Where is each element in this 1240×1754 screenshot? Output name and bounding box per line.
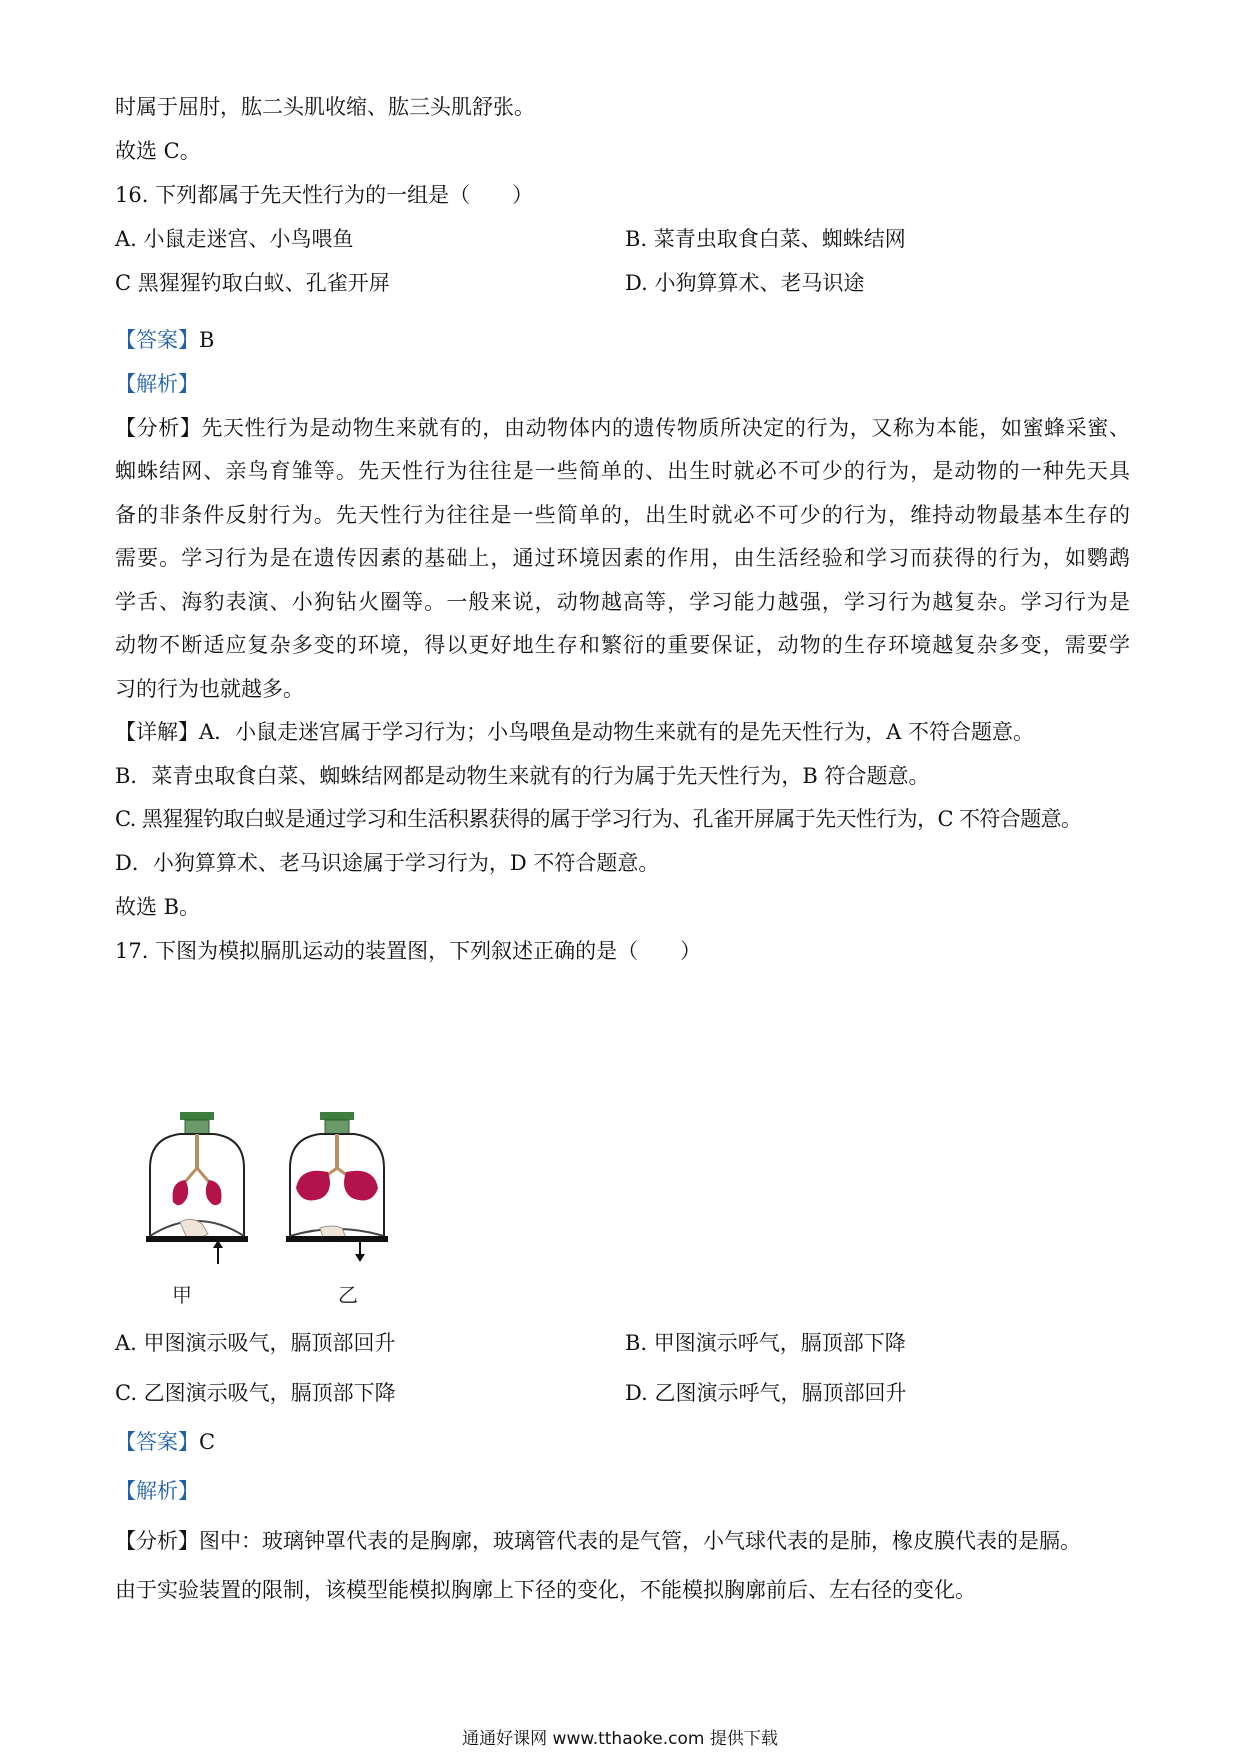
lung-left-icon [173, 1180, 189, 1205]
q17-option-d: D. 乙图演示呼气，膈顶部回升 [625, 1381, 907, 1405]
q16-xiangjie-line [115, 717, 1034, 747]
stopper-icon [185, 1120, 209, 1134]
figure-label-right: 乙 [338, 1285, 358, 1307]
q16-option-c: C 黑猩猩钓取白蚁、孔雀开屏 [115, 271, 390, 295]
xiangjie-text: A．小鼠走迷宫属于学习行为；小鸟喂鱼是动物生来就有的是先天性行为，A 不符合题意。 [199, 720, 1035, 744]
q17-option-c: C. 乙图演示吸气，膈顶部下降 [115, 1381, 396, 1405]
q16-option-d: D. 小狗算算术、老马识途 [625, 271, 865, 295]
stopper-top-icon [180, 1112, 214, 1120]
q16-fenxi-line: 蜘蛛结网、亲鸟育雏等。先天性行为往往是一些简单的、出生时就必不可少的行为，是动物的一种先天具 [115, 459, 1130, 483]
analysis-tag: 【解析】 [115, 372, 199, 396]
analysis-tag: 【解析】 [115, 1479, 199, 1503]
q16-option-b: B. 菜青虫取食白菜、蜘蛛结网 [625, 227, 906, 251]
q17-fenxi-line [115, 1526, 1081, 1556]
q16-xiangjie-line: B．菜青虫取食白菜、蜘蛛结网都是动物生来就有的行为属于先天性行为，B 符合题意。 [115, 764, 930, 788]
xiangjie-tag: 【详解】 [115, 720, 199, 744]
q16-fenxi-line: 需要。学习行为是在遗传因素的基础上，通过环境因素的作用，由生活经验和学习而获得的行为，如鹦鹉 [115, 546, 1130, 570]
q16-fenxi-line: 习的行为也就越多。 [115, 677, 304, 701]
figure-label-left: 甲 [172, 1285, 192, 1307]
q17-fenxi-line: 由于实验装置的限制，该模型能模拟胸廓上下径的变化，不能模拟胸廓前后、左右径的变化。 [115, 1578, 976, 1602]
q17-option-a: A. 甲图演示吸气，膈顶部回升 [115, 1331, 396, 1355]
q16-answer-line [115, 325, 214, 355]
fenxi-text: 图中：玻璃钟罩代表的是胸廓，玻璃管代表的是气管，小气球代表的是肺，橡皮膜代表的是膈。 [199, 1529, 1081, 1553]
apparatus-right [286, 1112, 388, 1262]
answer-value: B [199, 328, 215, 352]
q16-fenxi-line: 备的非条件反射行为。先天性行为往往是一些简单的，出生时就必不可少的行为，维持动物最基本生存的 [115, 503, 1130, 527]
q17-answer-line [115, 1427, 215, 1457]
q16-xiangjie-line: D．小狗算算术、老马识途属于学习行为，D 不符合题意。 [115, 851, 660, 875]
lung-left-icon [296, 1171, 330, 1201]
diaphragm-model-figure [140, 1110, 480, 1310]
fenxi-tag: 【分析】 [115, 1529, 199, 1553]
lung-right-icon [206, 1180, 222, 1205]
q16-fenxi-line [115, 413, 1130, 443]
q16-xiangjie-line: C. 黑猩猩钓取白蚁是通过学习和生活积累获得的属于学习行为、孔雀开屏属于先天性行为，C 不符合题意。 [115, 807, 1082, 831]
q16-fenxi-line: 动物不断适应复杂多变的环境，得以更好地生存和繁衍的重要保证，动物的生存环境越复杂多变，需要学 [115, 633, 1130, 657]
q16-option-a: A. 小鼠走迷宫、小鸟喂鱼 [115, 227, 354, 251]
q17-option-b: B. 甲图演示呼气，膈顶部下降 [625, 1331, 906, 1355]
question-16-stem: 16. 下列都属于先天性行为的一组是（ ） [115, 183, 534, 207]
q16-fenxi-line: 学舌、海豹表演、小狗钻火圈等。一般来说，动物越高等，学习能力越强，学习行为越复杂。学习行为是 [115, 590, 1130, 614]
stopper-top-icon [320, 1112, 354, 1120]
arrow-down-icon [355, 1254, 365, 1262]
answer-tag: 【答案】 [115, 328, 199, 352]
text-line: 故选 C。 [115, 139, 201, 163]
lung-right-icon [344, 1171, 378, 1201]
text-line: 时属于屈肘，肱二头肌收缩、肱三头肌舒张。 [115, 95, 535, 119]
base-plate-icon [146, 1236, 248, 1242]
answer-value: C [199, 1430, 216, 1454]
stopper-icon [325, 1120, 349, 1134]
base-plate-icon [286, 1236, 388, 1242]
q16-conclusion: 故选 B。 [115, 895, 201, 919]
answer-tag: 【答案】 [115, 1430, 199, 1454]
question-17-stem: 17. 下图为模拟膈肌运动的装置图，下列叙述正确的是（ ） [115, 939, 702, 963]
fenxi-tag: 【分析】 [115, 416, 202, 440]
page-footer: 通通好课网 www.tthaoke.com 提供下载 [462, 1729, 778, 1749]
apparatus-left [146, 1112, 248, 1264]
fenxi-text: 先天性行为是动物生来就有的，由动物体内的遗传物质所决定的行为，又称为本能，如蜜蜂采蜜、 [201, 416, 1130, 440]
